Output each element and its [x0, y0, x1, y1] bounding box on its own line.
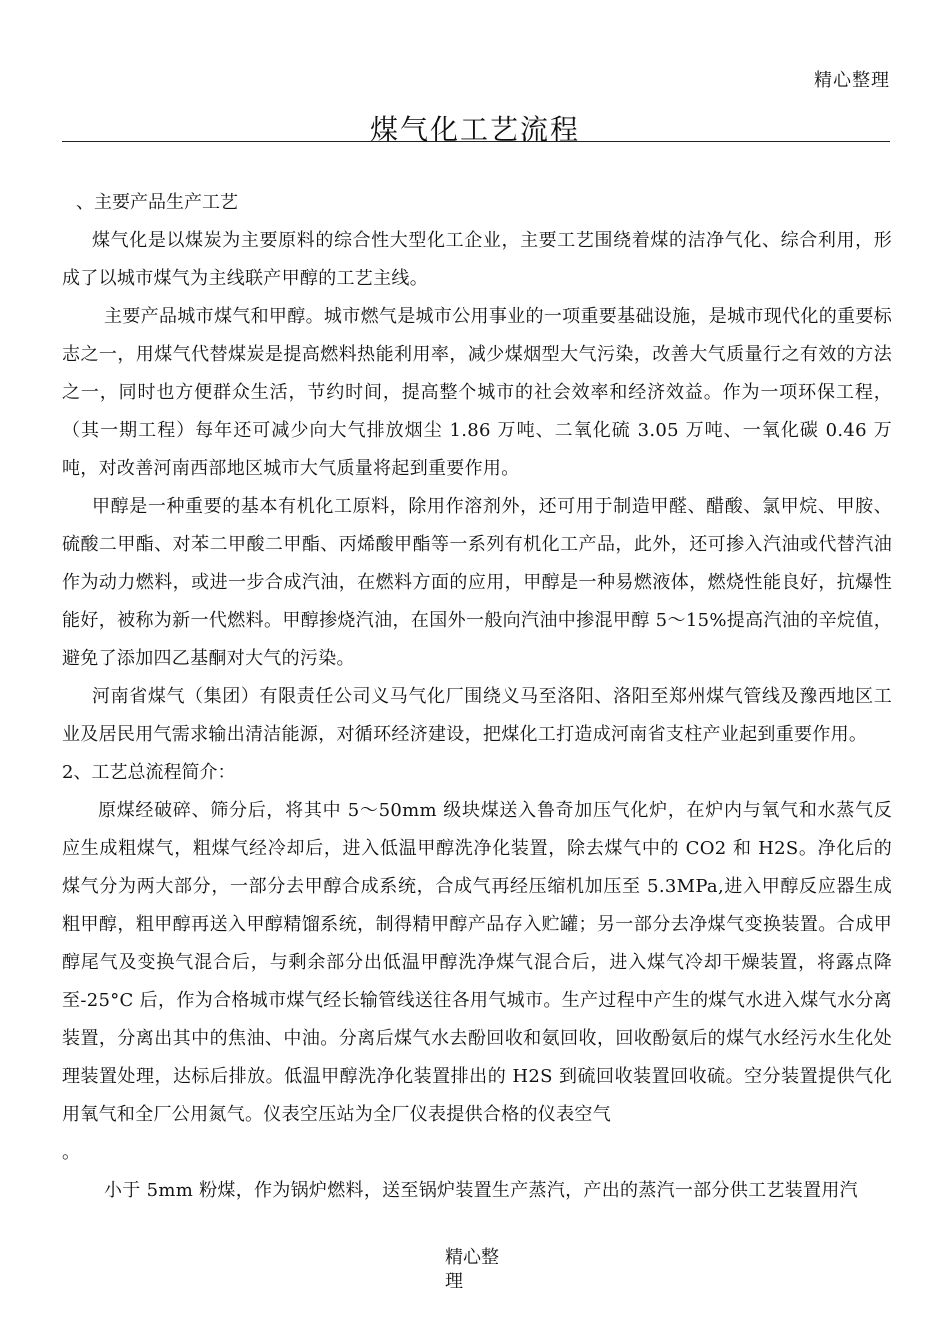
paragraph-process-flow: 原煤经破碎、筛分后，将其中 5～50mm 级块煤送入鲁奇加压气化炉，在炉内与氧气和水蒸气反应生成粗煤气，粗煤气经冷却后，进入低温甲醇洗净化装置，除去煤气中的 CO2 和 H2S。净化后的煤气分为两大部分，一部分去甲醇合成系统，合成气再经压缩机加压至 5.3MPa,进入甲醇反应器生成粗甲醇，粗甲醇再送入甲醇精馏系统，制得精甲醇产品存入贮罐；另一部分去净煤气变换装置。合成甲醇尾气及变换气混合后，与剩余部分出低温甲醇洗净煤气混合后，进入煤气冷却干燥装置，将露点降至-25°C 后，作为合格城市煤气经长输管线送往各用气城市。生产过程中产生的煤气水进入煤气水分离装置，分离出其中的焦油、中油。分离后煤气水去酚回收和氨回收，回收酚氨后的煤气水经污水生化处理装置处理，达标后排放。低温甲醇洗净化装置排出的 H2S 到硫回收装置回收硫。空分装置提供气化用氧气和全厂公用氮气。仪表空压站为全厂仪表提供合格的仪表空气 — [62, 800, 892, 1125]
trailing-period: 。 — [62, 1142, 80, 1163]
title-divider — [62, 141, 890, 142]
paragraph-henan-gas-group: 河南省煤气（集团）有限责任公司义马气化厂围绕义马至洛阳、洛阳至郑州煤气管线及豫西地区工业及居民用气需求输出清洁能源，对循环经济建设，把煤化工打造成河南省支柱产业起到重要作用。 — [62, 686, 892, 745]
section-heading-main-products: 、主要产品生产工艺 — [76, 192, 238, 213]
section-heading-process-overview: 2、工艺总流程简介： — [62, 762, 236, 783]
page-header-tag: 精心整理 — [814, 70, 890, 91]
paragraph-city-gas: 主要产品城市煤气和甲醇。城市燃气是城市公用事业的一项重要基础设施，是城市现代化的重要标志之一，用煤气代替煤炭是提高燃料热能利用率，减少煤烟型大气污染，改善大气质量行之有效的方法之一，同时也方便群众生活，节约时间，提高整个城市的社会效率和经济效益。作为一项环保工程，（其一期工程）每年还可减少向大气排放烟尘 1.86 万吨、二氧化硫 3.05 万吨、一氧化碳 0.46 万吨，对改善河南西部地区城市大气质量将起到重要作用。 — [62, 306, 892, 479]
paragraph-coal-gasification-overview: 煤气化是以煤炭为主要原料的综合性大型化工企业，主要工艺围绕着煤的洁净气化、综合利用，形成了以城市煤气为主线联产甲醇的工艺主线。 — [62, 230, 892, 289]
document-body — [62, 184, 892, 1210]
paragraph-pulverized-coal: 小于 5mm 粉煤，作为锅炉燃料，送至锅炉装置生产蒸汽，产出的蒸汽一部分供工艺装置用汽 — [104, 1180, 858, 1201]
footer-tag-text: 精心整理 — [445, 1247, 499, 1292]
document-title: 煤气化工艺流程 — [369, 113, 580, 146]
page-footer-tag — [0, 1246, 950, 1294]
paragraph-methanol: 甲醇是一种重要的基本有机化工原料，除用作溶剂外，还可用于制造甲醛、醋酸、氯甲烷、甲胺、硫酸二甲酯、对苯二甲酸二甲酯、丙烯酸甲酯等一系列有机化工产品，此外，还可掺入汽油或代替汽油作为动力燃料，或进一步合成汽油，在燃料方面的应用，甲醇是一种易燃液体，燃烧性能良好，抗爆性能好，被称为新一代燃料。甲醇掺烧汽油，在国外一般向汽油中掺混甲醇 5～15%提高汽油的辛烷值，避免了添加四乙基酮对大气的污染。 — [62, 496, 892, 669]
